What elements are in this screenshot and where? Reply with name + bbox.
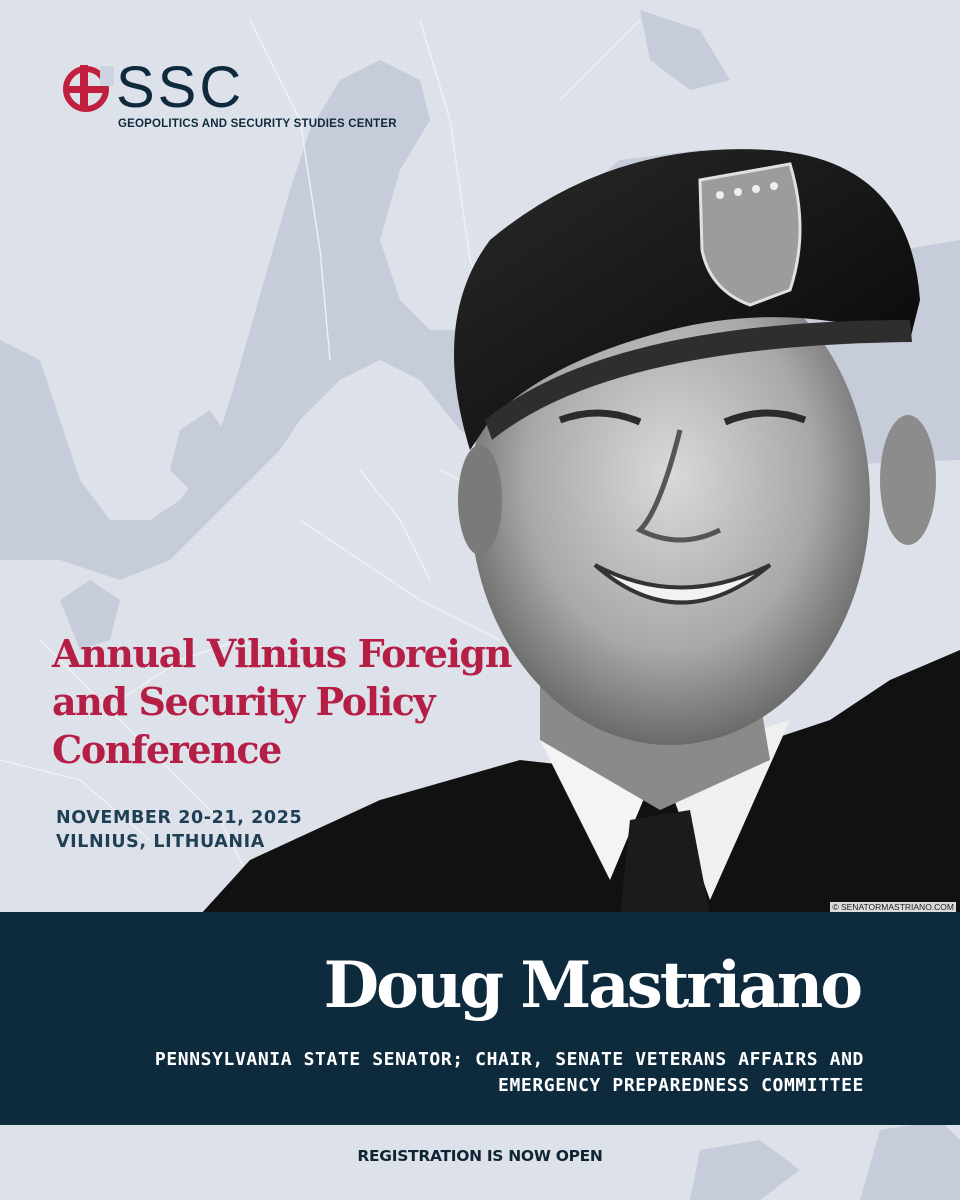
conference-dates: NOVEMBER 20-21, 2025 — [56, 808, 303, 828]
speaker-role: PENNSYLVANIA STATE SENATOR; CHAIR, SENATE VETERANS AFFAIRS AND EMERGENCY PREPAREDNESS COMMITTEE — [154, 1049, 864, 1096]
conference-title: Annual Vilnius Foreign and Security Policy Conference — [52, 631, 511, 772]
conference-location: VILNIUS, LITHUANIA — [56, 832, 265, 852]
logo-letters: SSC — [116, 55, 245, 120]
speaker-name: Doug Mastriano — [323, 948, 860, 1023]
registration-cta[interactable]: REGISTRATION IS NOW OPEN — [357, 1147, 603, 1165]
photo-credit: © SENATORMASTRIANO.COM — [832, 902, 954, 912]
gssc-logo-mark-icon — [60, 62, 114, 114]
speaker-portrait — [190, 120, 960, 915]
logo-subtitle: GEOPOLITICS AND SECURITY STUDIES CENTER — [118, 118, 397, 130]
